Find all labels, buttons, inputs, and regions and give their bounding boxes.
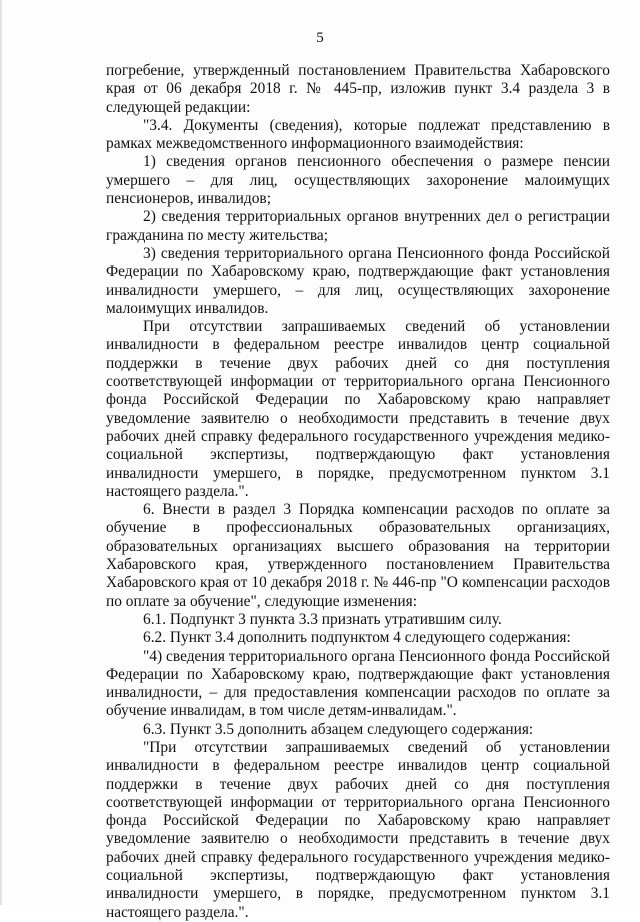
document-body — [106, 62, 610, 922]
paragraph-2: 1) сведения органов пенсионного обеспечения о размере пенсии умершего – для лиц, осуществляющих захоронение малоимущих пенсионеров, инвалидов; — [106, 153, 610, 208]
paragraph-10: 6.3. Пункт 3.5 дополнить абзацем следующего содержания: — [143, 720, 534, 738]
paragraph-7: 6.1. Подпункт 3 пункта 3.3 признать утратившим силу. — [143, 610, 502, 628]
paragraph-1: "3.4. Документы (сведения), которые подлежат представлению в рамках межведомственного информационного взаимодействия: — [106, 116, 610, 153]
paragraph-5: При отсутствии запрашиваемых сведений об установлении инвалидности в федеральном реестре инвалидов центр социальной поддержки в течение двух рабочих дней со дня поступления соответствующей информации от территориального органа Пенсионного фонда Российской Федерации по Хабаровскому краю направляет уведомление заявителю о необходимости представить в течение двух рабочих дней справку федерального государственного учреждения медико-социальной экспертизы, подтверждающую факт установления инвалидности умершего, в порядке, предусмотренном пунктом 3.1 настоящего раздела.". — [106, 318, 610, 500]
paragraph-4: 3) сведения территориального органа Пенсионного фонда Российской Федерации по Хабаровскому краю, подтверждающие факт установления инвалидности умершего, – для лиц, осуществляющих захоронение малоимущих инвалидов. — [106, 244, 610, 317]
page-number: 5 — [316, 30, 324, 46]
scan-edge-shadow — [0, 0, 3, 905]
paragraph-0: погребение, утвержденный постановлением Правительства Хабаровского края от 06 декабря 2018 г. № 445-пр, изложив пункт 3.4 раздела 3 в следующей редакции: — [106, 62, 610, 116]
paragraph-6: 6. Внести в раздел 3 Порядка компенсации расходов по оплате за обучение в профессиональных образовательных организациях, образовательных организациях высшего образования на территории Хабаровского края, утвержденного постановлением Правительства Хабаровского края от 10 декабря 2018 г. № 446-пр "О компенсации расходов по оплате за обучение", следующие изменения: — [106, 501, 610, 610]
paragraph-8: 6.2. Пункт 3.4 дополнить подпунктом 4 следующего содержания: — [143, 629, 571, 647]
paragraph-9: "4) сведения территориального органа Пенсионного фонда Российской Федерации по Хабаровскому краю, подтверждающие факт установления инвалидности, – для предоставления компенсации расходов по оплате за обучение инвалидам, в том числе детям-инвалидам.". — [106, 647, 610, 720]
paragraph-3: 2) сведения территориальных органов внутренних дел о регистрации гражданина по месту жительства; — [106, 208, 610, 244]
paragraph-11: "При отсутствии запрашиваемых сведений об установлении инвалидности в федеральном реестре инвалидов центр социальной поддержки в течение двух рабочих дней со дня поступления соответствующей информации от территориального органа Пенсионного фонда Российской Федерации по Хабаровскому краю направляет уведомление заявителю о необходимости представить в течение двух рабочих дней справку федерального государственного учреждения медико-социальной экспертизы, подтверждающую факт установления инвалидности умершего, в порядке, предусмотренном пунктом 3.1 настоящего раздела.". — [106, 738, 610, 921]
